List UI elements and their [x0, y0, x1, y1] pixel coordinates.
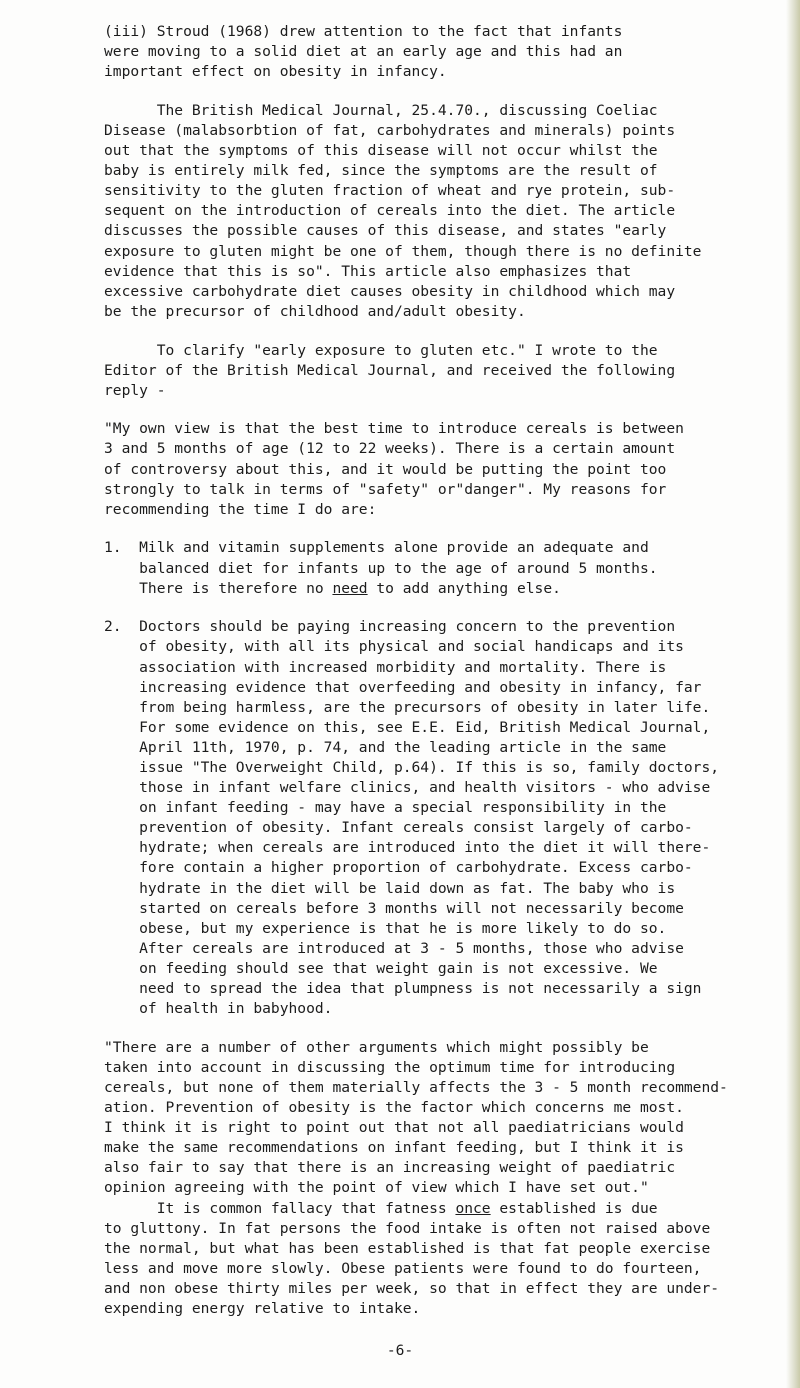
paragraph-fallacy — [104, 1199, 776, 1320]
paragraph-clarify — [104, 341, 776, 401]
text-line: important effect on obesity in infancy. — [104, 63, 447, 81]
text-line: to gluttony. In fat persons the food intake is often not raised above — [104, 1219, 711, 1237]
text-line: prevention of obesity. Infant cereals consist largely of carbo- — [104, 819, 693, 837]
text-line: of obesity, with all its physical and social handicaps and its — [104, 638, 684, 656]
text-line: also fair to say that there is an increasing weight of paediatric — [104, 1159, 676, 1177]
text-line: Disease (malabsorbtion of fat, carbohydrates and minerals) points — [104, 121, 676, 139]
text-line: It is common fallacy that fatness once established is due — [104, 1199, 658, 1217]
text-line: taken into account in discussing the optimum time for introducing — [104, 1058, 676, 1076]
text-line: make the same recommendations on infant feeding, but I think it is — [104, 1139, 684, 1157]
text-line: 3 and 5 months of age (12 to 22 weeks). There is a certain amount — [104, 440, 676, 458]
text-line: baby is entirely milk fed, since the symptoms are the result of — [104, 162, 658, 180]
text-line: on infant feeding - may have a special responsibility in the — [104, 799, 667, 817]
text-line: need to spread the idea that plumpness is not necessarily a sign — [104, 980, 702, 997]
text-line: out that the symptoms of this disease will not occur whilst the — [104, 142, 658, 160]
text-line: fore contain a higher proportion of carbohydrate. Excess carbo- — [104, 859, 693, 877]
text-line: reply - — [104, 381, 166, 399]
text-line: cereals, but none of them materially affects the 3 - 5 month recommend- — [104, 1078, 728, 1096]
text-line: were moving to a solid diet at an early age and this had an — [104, 43, 623, 61]
reason-item-1 — [104, 538, 776, 598]
text-line: discusses the possible causes of this disease, and states "early — [104, 222, 667, 240]
text-line: expending energy relative to intake. — [104, 1300, 421, 1317]
text-line: those in infant welfare clinics, and health visitors - who advise — [104, 779, 711, 797]
text-line: 2. Doctors should be paying increasing concern to the prevention — [104, 618, 676, 636]
text-line: sensitivity to the gluten fraction of wheat and rye protein, sub- — [104, 182, 676, 200]
text-line: To clarify "early exposure to gluten etc." I wrote to the — [104, 341, 658, 359]
text-line: and non obese thirty miles per week, so that in effect they are under- — [104, 1279, 720, 1297]
page-number: -6- — [386, 1342, 414, 1359]
text-line: of health in babyhood. — [104, 1000, 333, 1018]
text-line: obese, but my experience is that he is more likely to do so. — [104, 919, 667, 937]
text-line: For some evidence on this, see E.E. Eid, British Medical Journal, — [104, 718, 711, 736]
paragraph-stroud — [104, 22, 776, 82]
text-line: There is therefore no need to add anything else. — [104, 579, 561, 597]
underlined-word: need — [332, 579, 368, 597]
text-line: started on cereals before 3 months will not necessarily become — [104, 899, 684, 917]
text-line: "There are a number of other arguments which might possibly be — [104, 1038, 649, 1056]
paragraph-reply-intro — [104, 419, 776, 519]
text-line: strongly to talk in terms of "safety" or"danger". My reasons for — [104, 480, 667, 498]
text-line: 1. Milk and vitamin supplements alone provide an adequate and — [104, 539, 649, 557]
text-line: ation. Prevention of obesity is the factor which concerns me most. — [104, 1099, 684, 1117]
text-line: association with increased morbidity and mortality. There is — [104, 658, 667, 676]
reason-item-2 — [104, 617, 776, 1019]
text-line: evidence that this is so". This article also emphasizes that — [104, 262, 632, 280]
underlined-word: once — [455, 1199, 491, 1217]
text-line: opinion agreeing with the point of view which I have set out." — [104, 1179, 649, 1197]
paragraph-other-arguments — [104, 1038, 776, 1199]
text-line: issue "The Overweight Child, p.64). If this is so, family doctors, — [104, 758, 720, 776]
text-line: "My own view is that the best time to introduce cereals is between — [104, 420, 684, 438]
text-line: hydrate in the diet will be laid down as fat. The baby who is — [104, 879, 676, 897]
page-edge-shadow — [786, 0, 800, 1388]
text-line: recommending the time I do are: — [104, 500, 377, 518]
paragraph-bmj-coeliac — [104, 101, 776, 322]
text-line: excessive carbohydrate diet causes obesity in childhood which may — [104, 282, 676, 300]
text-line: exposure to gluten might be one of them, though there is no definite — [104, 242, 702, 260]
text-line: The British Medical Journal, 25.4.70., discussing Coeliac — [104, 101, 658, 119]
text-line: hydrate; when cereals are introduced into the diet it will there- — [104, 839, 711, 857]
text-line: sequent on the introduction of cereals into the diet. The article — [104, 202, 676, 220]
text-line: the normal, but what has been established is that fat people exercise — [104, 1239, 711, 1257]
document-body — [104, 22, 776, 1319]
text-line: Editor of the British Medical Journal, and received the following — [104, 361, 676, 379]
text-line: (iii) Stroud (1968) drew attention to the fact that infants — [104, 23, 623, 40]
text-line: After cereals are introduced at 3 - 5 months, those who advise — [104, 939, 684, 957]
text-line: of controversy about this, and it would be putting the point too — [104, 460, 667, 478]
text-line: April 11th, 1970, p. 74, and the leading article in the same — [104, 738, 667, 756]
text-line: I think it is right to point out that not all paediatricians would — [104, 1119, 684, 1137]
text-line: on feeding should see that weight gain is not excessive. We — [104, 959, 658, 977]
text-line: balanced diet for infants up to the age of around 5 months. — [104, 559, 658, 577]
text-line: increasing evidence that overfeeding and obesity in infancy, far — [104, 678, 702, 696]
text-line: from being harmless, are the precursors of obesity in later life. — [104, 698, 711, 716]
text-line: less and move more slowly. Obese patients were found to do fourteen, — [104, 1259, 702, 1277]
text-line: be the precursor of childhood and/adult obesity. — [104, 302, 526, 320]
